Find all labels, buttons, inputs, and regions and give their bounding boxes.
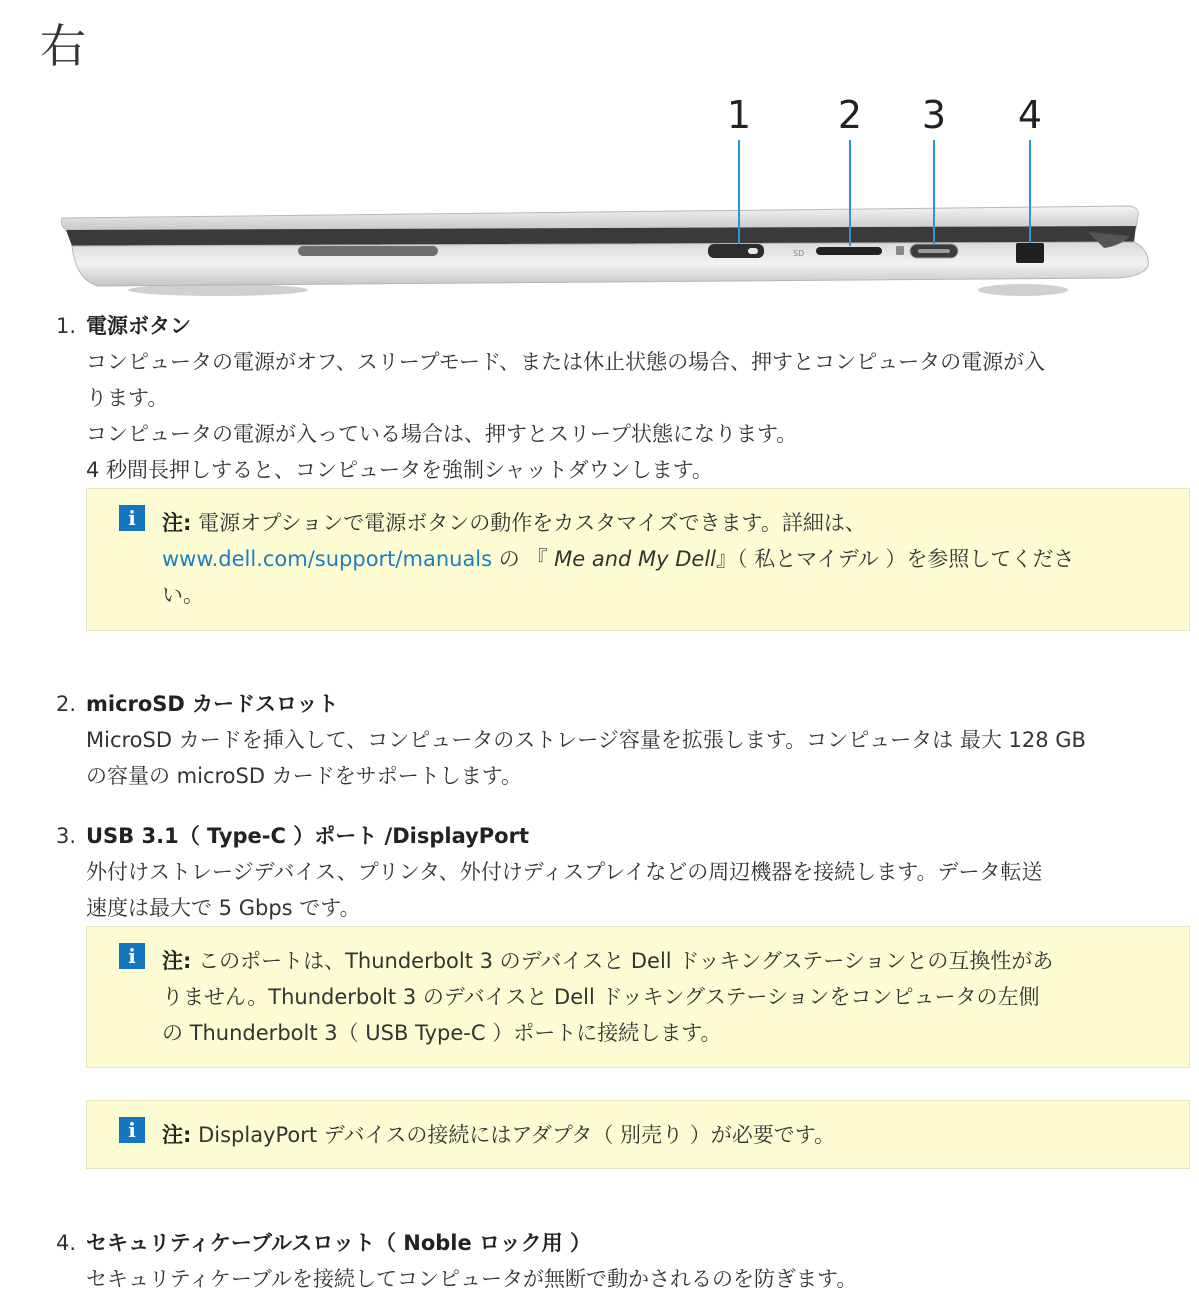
laptop-illustration	[58, 90, 1158, 305]
laptop-foot-right	[978, 284, 1068, 296]
description-line: 4 秒間長押しすると、コンピュータを強制シャットダウンします。	[86, 458, 713, 482]
item-title: セキュリティケーブルスロット（ Noble ロック用 ）	[86, 1231, 591, 1255]
support-manuals-link[interactable]: www.dell.com/support/manuals	[162, 547, 493, 571]
note-text-part: このポートは、Thunderbolt 3 のデバイスと Dell ドッキングステーションとの互換性があ	[191, 949, 1054, 973]
note-box	[86, 488, 1190, 631]
laptop-base	[72, 242, 1148, 286]
note-text-part: 電源オプションで電源ボタンの動作をカスタマイズできます。詳細は、	[191, 511, 866, 535]
item-description	[86, 1261, 1196, 1297]
note-label: 注:	[162, 1123, 192, 1147]
note-text-part: の 『	[492, 547, 548, 571]
note-box	[86, 926, 1190, 1068]
displayport-symbol	[896, 246, 904, 255]
item-number: 1.	[56, 314, 77, 338]
note-text-part: DisplayPort デバイスの接続にはアダプタ（ 別売り ）が必要です。	[191, 1123, 836, 1147]
item-number: 2.	[56, 692, 77, 716]
note-text-part: 』（ 私とマイデル ）を参照してくださ	[716, 547, 1075, 571]
laptop-lid	[62, 206, 1139, 230]
item-title: 電源ボタン	[86, 314, 191, 338]
sd-label: SD	[793, 249, 805, 258]
note-text-part: りません。Thunderbolt 3 のデバイスと Dell ドッキングステーションをコンピュータの左側	[162, 985, 1040, 1009]
item-description	[86, 344, 1196, 488]
description-line: セキュリティケーブルを接続してコンピュータが無断で動かされるのを防ぎます。	[86, 1267, 858, 1291]
power-button-led	[748, 248, 758, 254]
item-number: 3.	[56, 824, 77, 848]
note-label: 注:	[162, 949, 192, 973]
note-box	[86, 1100, 1190, 1169]
item-number: 4.	[56, 1231, 77, 1255]
note-label: 注:	[162, 511, 192, 535]
page-title: 右	[40, 19, 86, 73]
description-line: MicroSD カードを挿入して、コンピュータのストレージ容量を拡張します。コンピュータは 最大 128 GB	[86, 728, 1086, 752]
laptop-right-side-figure	[58, 90, 1158, 305]
item-description	[86, 854, 1196, 926]
info-icon: i	[119, 1117, 145, 1143]
info-icon: i	[119, 943, 145, 969]
speaker-grille	[298, 246, 438, 256]
callout-number-3: 3	[921, 93, 947, 137]
item-title: USB 3.1（ Type-C ）ポート /DisplayPort	[86, 824, 530, 848]
description-line: の容量の microSD カードをサポートします。	[86, 764, 523, 788]
description-line: コンピュータの電源がオフ、スリープモード、または休止状態の場合、押すとコンピュータの電源が入	[86, 350, 1046, 374]
callout-number-4: 4	[1017, 93, 1043, 137]
note-text	[162, 1117, 835, 1153]
info-icon: i	[119, 505, 145, 531]
microsd-slot-port	[816, 247, 882, 255]
description-line: ります。	[86, 386, 169, 410]
callout-number-1: 1	[726, 93, 752, 137]
item-title: microSD カードスロット	[86, 692, 339, 716]
usb-c-port-inner	[918, 249, 950, 253]
item-description	[86, 722, 1196, 794]
note-text-part: い。	[162, 583, 204, 607]
description-line: 速度は最大で 5 Gbps です。	[86, 896, 361, 920]
description-line: 外付けストレージデバイス、プリンタ、外付けディスプレイなどの周辺機器を接続します。データ転送	[86, 860, 1043, 884]
note-text	[162, 943, 1053, 1051]
callout-number-2: 2	[837, 93, 863, 137]
note-text	[162, 505, 1074, 613]
security-slot-port	[1016, 243, 1044, 263]
manual-title: Me and My Dell	[547, 547, 717, 571]
description-line: コンピュータの電源が入っている場合は、押すとスリープ状態になります。	[86, 422, 798, 446]
note-text-part: の Thunderbolt 3（ USB Type-C ）ポートに接続します。	[162, 1021, 722, 1045]
